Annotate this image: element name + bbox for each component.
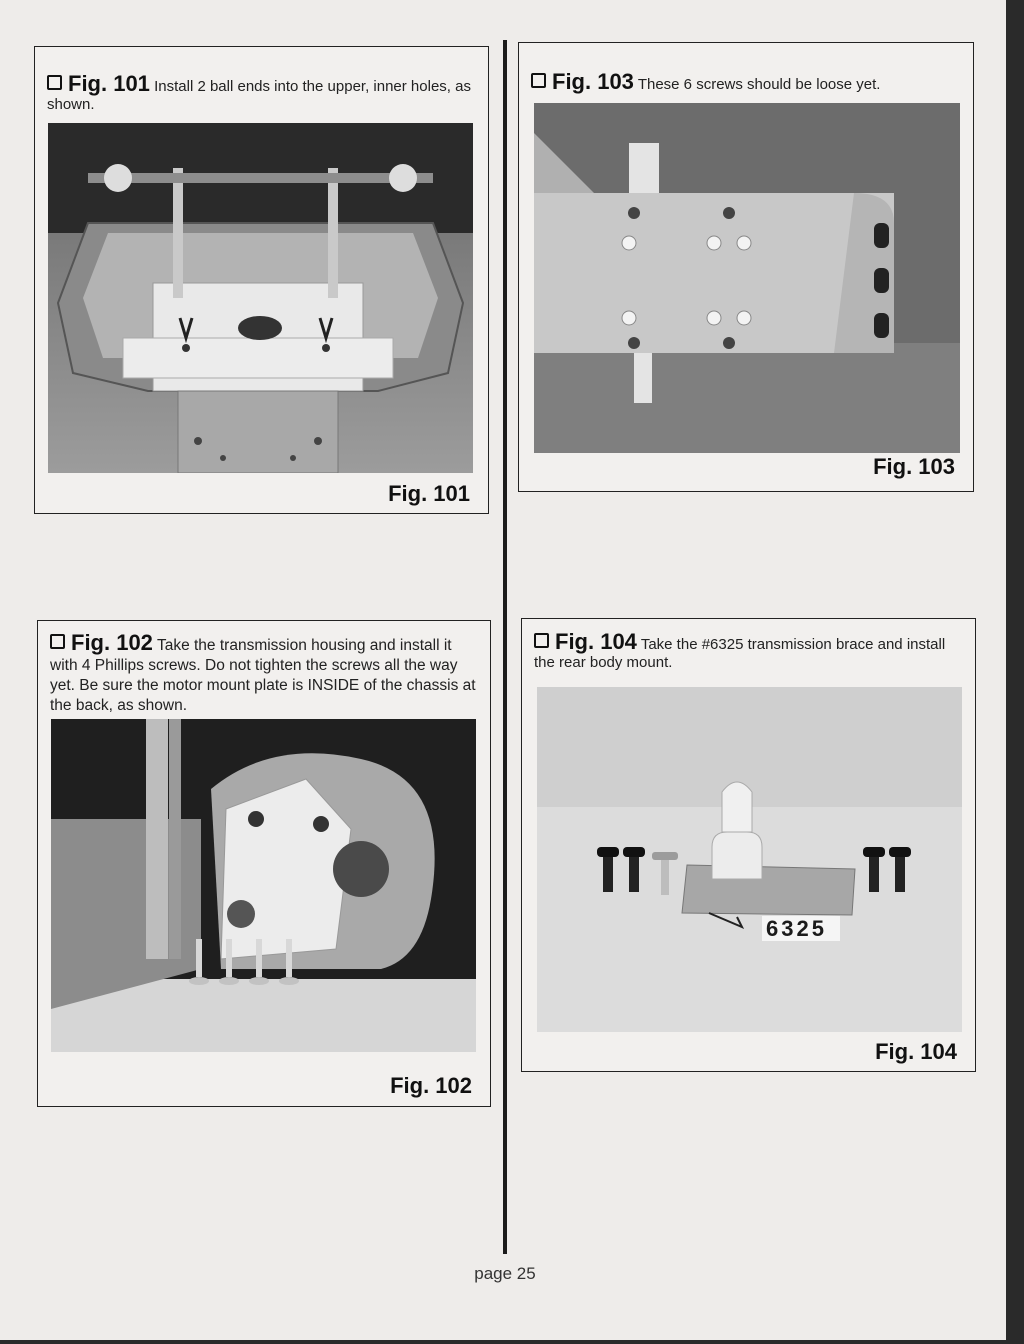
figure-103-photo [534, 103, 960, 453]
figure-101-heading: Fig. 101 [68, 71, 150, 96]
figure-104-label: Fig. 104 [875, 1039, 957, 1064]
figure-102-heading: Fig. 102 [71, 630, 153, 655]
column-divider [503, 40, 507, 1254]
scan-edge-bottom [0, 1340, 1024, 1344]
figure-104-caption [534, 629, 966, 672]
figure-103-panel [518, 42, 974, 492]
figure-104-panel [521, 618, 976, 1072]
figure-102-photo [51, 719, 476, 1052]
figure-101-text: Install 2 ball ends into the upper, inner holes, as shown. [47, 78, 471, 113]
figure-102-text: Take the transmission housing and install it with 4 Phillips screws. Do not tighten the screws all the way yet. Be sure the motor mount plate is INSIDE of the chassis at the back, as shown. [50, 637, 476, 714]
figure-103-text: These 6 screws should be loose yet. [637, 76, 881, 93]
scan-edge-right [1006, 0, 1024, 1344]
figure-101-label: Fig. 101 [388, 481, 470, 506]
checkbox-icon[interactable] [531, 73, 546, 88]
figure-101-photo [48, 123, 473, 473]
figure-102-caption [50, 630, 480, 716]
checkbox-icon[interactable] [47, 75, 62, 90]
figure-102-label: Fig. 102 [390, 1073, 472, 1098]
figure-101-caption [47, 71, 477, 114]
figure-104-text: Take the #6325 transmission brace and install the rear body mount. [534, 636, 946, 671]
figure-103-caption [531, 69, 963, 94]
part-number-label: 6325 [766, 916, 827, 941]
checkbox-icon[interactable] [534, 633, 549, 648]
figure-104-photo [537, 687, 962, 1032]
figure-103-heading: Fig. 103 [552, 69, 634, 94]
figure-104-heading: Fig. 104 [555, 629, 637, 654]
figure-102-panel [37, 620, 491, 1107]
figure-103-label: Fig. 103 [873, 454, 955, 479]
page-number: page 25 [474, 1264, 536, 1283]
figure-101-panel [34, 46, 489, 514]
checkbox-icon[interactable] [50, 634, 65, 649]
